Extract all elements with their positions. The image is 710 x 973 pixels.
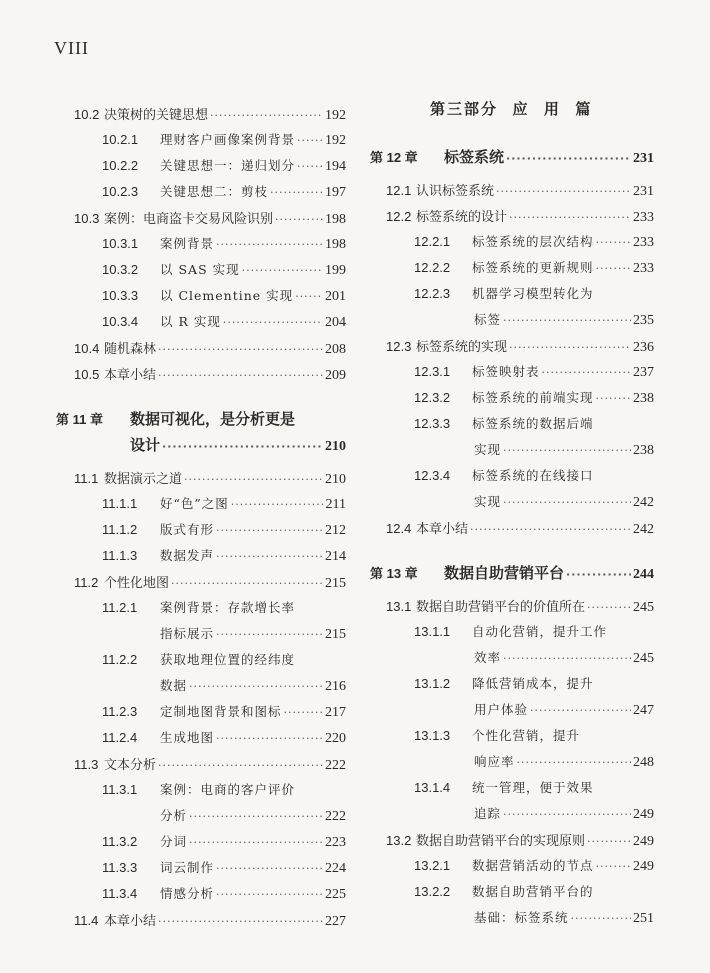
toc-entry-title: 标签系统的更新规则 [472,260,594,275]
toc-entry-title: 版式有形 [160,522,215,537]
toc-entry-number: 11.4 [74,913,99,928]
toc-entry-number: 11.3.3 [102,860,138,875]
toc-entry-number: 第 13 章 [370,566,418,581]
toc-page-number: 231 [633,151,654,166]
toc-entry-number: 13.2 [386,833,412,848]
toc-entry-title: 实现 [474,494,502,509]
dot-leader [509,211,631,224]
toc-entry-title: 决策树的关键思想 [104,108,209,123]
dot-leader [216,550,323,563]
dot-leader [223,316,323,329]
toc-entry-number: 12.3.4 [414,468,451,483]
toc-entry-number: 11.3.4 [102,886,138,901]
toc-entry-title: 定制地图背景和图标 [160,704,282,719]
toc-page-number: 204 [325,315,346,330]
toc-entry[interactable] [386,830,654,850]
toc-entry[interactable] [102,728,346,747]
dot-leader [216,888,323,901]
toc-entry-title: 数据自助营销平台的价值所在 [416,600,586,615]
toc-entry[interactable] [102,182,346,201]
toc-right-column [370,0,660,973]
toc-entry-title: 认识标签系统 [416,184,495,199]
dot-leader [275,213,323,226]
toc-page-number: 225 [325,887,346,902]
toc-entry-title: 标签系统 [444,148,505,166]
toc-entry-title: 以 Clementine 实现 [160,288,294,303]
toc-entry-title: 统一管理，便于效果 [472,780,594,795]
toc-chapter-entry[interactable] [370,562,654,583]
toc-page-number: 236 [633,340,654,355]
page-number: VIII [54,38,89,58]
toc-page-number: 201 [325,289,346,304]
toc-entry-title: 获取地理位置的经纬度 [160,652,296,667]
toc-entry-title: 基础：标签系统 [474,910,569,925]
dot-leader [189,810,323,823]
toc-page-number: 249 [633,807,654,822]
toc-entry-title: 随机森林 [104,342,157,357]
toc-entry[interactable] [102,546,346,565]
toc-entry-number: 11.1.2 [102,522,138,537]
toc-entry[interactable] [102,312,346,331]
toc-page-number: 233 [633,235,654,250]
toc-entry-title: 数据发声 [160,548,215,563]
dot-leader [509,341,631,354]
toc-entry[interactable] [474,804,654,823]
toc-entry[interactable] [474,752,654,771]
toc-entry[interactable] [74,208,346,228]
toc-entry-title: 本章小结 [416,522,469,537]
toc-entry-title: 数据演示之道 [104,472,183,487]
toc-entry[interactable] [414,674,654,692]
toc-entry[interactable] [414,622,654,640]
toc-entry[interactable] [386,596,654,616]
dot-leader [216,628,323,641]
toc-entry-number: 10.3.1 [102,236,139,251]
toc-entry-number: 12.3.3 [414,416,451,431]
toc-entry[interactable] [160,676,346,695]
dot-leader [231,498,324,511]
toc-page-number: 224 [325,861,346,876]
dot-leader [542,366,631,379]
toc-entry-number: 11.2.4 [102,730,138,745]
toc-page-number: 245 [633,651,654,666]
toc-page-number: 251 [633,911,654,926]
toc-entry-title: 本章小结 [104,368,157,383]
toc-entry-title: 分词 [160,834,188,849]
toc-entry-number: 10.3 [74,211,100,226]
toc-entry-title: 标签系统的前端实现 [472,390,594,405]
dot-leader [470,523,631,536]
toc-entry[interactable] [414,232,654,251]
toc-entry-number: 12.1 [386,183,412,198]
toc-entry-title: 标签系统的在线接口 [472,468,594,483]
toc-entry[interactable] [414,388,654,407]
toc-entry[interactable] [102,832,346,851]
dot-leader [216,238,323,251]
dot-leader [596,392,631,405]
toc-entry-title: 案例：电商盗卡交易风险识别 [104,212,274,227]
toc-entry[interactable] [414,726,654,744]
toc-entry-title: 理财客户画像案例背景 [160,132,296,147]
toc-entry-title: 个性化地图 [104,576,170,591]
toc-page-number: 208 [325,342,346,357]
toc-entry-title: 标签系统的数据后端 [472,416,594,431]
toc-page-number: 198 [325,212,346,227]
toc-page-number: 248 [633,755,654,770]
toc-entry-number: 10.2.2 [102,158,139,173]
toc-entry-title: 本章小结 [104,914,157,929]
toc-page-number: 247 [633,703,654,718]
toc-entry-number: 10.2 [74,107,100,122]
toc-page-number: 198 [325,237,346,252]
dot-leader [210,109,323,122]
toc-page-number: 222 [325,758,346,773]
toc-page-number: 249 [633,859,654,874]
toc-entry[interactable] [474,492,654,511]
toc-entry[interactable] [414,362,654,381]
toc-entry-number: 10.4 [74,341,100,356]
toc-entry-number: 13.1.3 [414,728,451,743]
toc-entry-number: 12.3.1 [414,364,451,379]
toc-entry-number: 12.4 [386,521,412,536]
toc-entry-number: 13.1.1 [414,624,451,639]
toc-entry-number: 13.2.1 [414,858,451,873]
toc-page-number: 215 [325,576,346,591]
toc-entry-title: 案例背景：存款增长率 [160,600,296,615]
toc-entry-title: 数据自助营销平台的实现原则 [416,834,586,849]
toc-entry-title: 生成地图 [160,730,215,745]
toc-page-number: 233 [633,210,654,225]
toc-entry-title: 标签映射表 [472,364,540,379]
dot-leader [496,185,631,198]
dot-leader [184,473,323,486]
toc-entry-title: 标签系统的层次结构 [472,234,594,249]
dot-leader [596,236,631,249]
toc-page-number: 209 [325,368,346,383]
toc-page-number: 235 [633,313,654,328]
dot-leader [587,835,631,848]
toc-entry[interactable] [74,572,346,592]
toc-entry[interactable] [102,598,346,616]
toc-entry-number: 第 12 章 [370,150,418,165]
toc-entry[interactable] [74,364,346,384]
dot-leader [189,836,323,849]
toc-page-number: 210 [325,472,346,487]
toc-entry[interactable] [414,778,654,796]
toc-entry[interactable] [414,882,654,900]
dot-leader [297,134,323,147]
toc-entry[interactable] [414,856,654,875]
toc-entry-title: 追踪 [474,806,502,821]
dot-leader [566,568,631,581]
dot-leader [158,759,323,772]
toc-chapter-entry[interactable] [130,434,346,455]
toc-entry-number: 12.3.2 [414,390,451,405]
toc-page-number: 212 [325,523,346,538]
toc-entry-title: 指标展示 [160,626,215,641]
toc-entry-number: 13.1 [386,599,412,614]
toc-page-number: 217 [325,705,346,720]
toc-entry-title: 案例背景 [160,236,215,251]
dot-leader [503,314,631,327]
dot-leader [596,262,631,275]
toc-entry[interactable] [102,234,346,253]
dot-leader [158,343,323,356]
toc-page-number: 215 [325,627,346,642]
toc-entry-title: 个性化营销，提升 [472,728,581,743]
part-heading: 第三部分 应 用 篇 [430,100,593,118]
toc-entry[interactable] [102,884,346,903]
toc-entry[interactable] [474,700,654,719]
toc-entry[interactable] [102,494,346,513]
toc-entry-title: 以 R 实现 [160,314,221,329]
dot-leader [297,160,323,173]
toc-entry-title: 文本分析 [104,758,157,773]
toc-entry[interactable] [386,206,654,226]
toc-entry[interactable] [160,624,346,643]
toc-entry[interactable] [414,258,654,277]
toc-entry[interactable] [102,650,346,668]
toc-page-number: 244 [633,567,654,582]
toc-entry[interactable] [102,286,346,305]
toc-entry-number: 12.2.2 [414,260,451,275]
dot-leader [503,652,631,665]
toc-left-column [56,0,346,973]
dot-leader [189,680,323,693]
toc-page-number: 223 [325,835,346,850]
toc-entry[interactable] [74,104,346,124]
toc-entry-title: 降低营销成本，提升 [472,676,594,691]
toc-entry-number: 12.3 [386,339,412,354]
toc-entry-number: 10.5 [74,367,100,382]
toc-entry-number: 12.2.1 [414,234,451,249]
toc-entry[interactable] [386,180,654,200]
toc-entry[interactable] [102,156,346,175]
dot-leader [587,601,631,614]
toc-page-number: 222 [325,809,346,824]
dot-leader [530,704,631,717]
dot-leader [503,496,631,509]
dot-leader [158,915,323,928]
toc-page-number: 245 [633,600,654,615]
toc-entry-number: 13.1.2 [414,676,451,691]
toc-entry-title: 案例：电商的客户评价 [160,782,296,797]
toc-page-number: 242 [633,495,654,510]
toc-entry-number: 11.2.3 [102,704,138,719]
toc-page-number: 220 [325,731,346,746]
toc-page-number: 192 [325,133,346,148]
toc-entry[interactable] [160,806,346,825]
toc-page-number: 194 [325,159,346,174]
toc-entry-title: 数据可视化，是分析更是 [130,410,296,428]
toc-entry-number: 10.2.3 [102,184,139,199]
toc-entry-number: 10.3.4 [102,314,139,329]
dot-leader [503,444,631,457]
toc-entry[interactable] [474,310,654,329]
toc-page-number: 233 [633,261,654,276]
dot-leader [216,862,323,875]
toc-entry[interactable] [102,702,346,721]
toc-page-number: 238 [633,391,654,406]
dot-leader [596,860,631,873]
toc-entry[interactable] [414,466,654,484]
toc-entry[interactable] [74,338,346,358]
toc-entry[interactable] [102,260,346,279]
dot-leader [162,440,323,453]
toc-entry-title: 标签系统的实现 [416,340,508,355]
toc-entry-title: 实现 [474,442,502,457]
dot-leader [517,756,631,769]
toc-entry[interactable] [474,440,654,459]
toc-entry[interactable] [102,780,346,798]
toc-entry-title: 数据自助营销平台的 [472,884,594,899]
toc-entry-number: 12.2 [386,209,412,224]
toc-entry[interactable] [386,336,654,356]
toc-entry[interactable] [102,858,346,877]
toc-entry-title: 关键思想一：递归划分 [160,158,296,173]
dot-leader [571,912,631,925]
dot-leader [216,524,323,537]
toc-entry[interactable] [74,754,346,774]
toc-entry-title: 好“色”之图 [160,496,229,511]
toc-entry[interactable] [414,284,654,302]
toc-entry-title: 情感分析 [160,886,215,901]
toc-page-number: 210 [325,439,346,454]
toc-entry[interactable] [74,468,346,488]
toc-entry-title: 分析 [160,808,188,823]
toc-entry-title: 设计 [130,436,161,454]
toc-entry[interactable] [474,908,654,927]
toc-entry-number: 13.2.2 [414,884,451,899]
toc-entry-title: 标签 [474,312,502,327]
toc-entry-title: 响应率 [474,754,515,769]
dot-leader [503,808,631,821]
dot-leader [242,264,323,277]
toc-page-number: 214 [325,549,346,564]
toc-entry-number: 11.2 [74,575,99,590]
toc-page-number: 238 [633,443,654,458]
toc-entry-title: 以 SAS 实现 [160,262,240,277]
toc-page-number: 231 [633,184,654,199]
toc-entry-title: 自动化营销，提升工作 [472,624,608,639]
toc-entry-title: 机器学习模型转化为 [472,286,594,301]
toc-entry-title: 数据 [160,678,188,693]
toc-entry-title: 数据营销活动的节点 [472,858,594,873]
toc-page-number: 197 [325,185,346,200]
toc-entry-number: 11.3 [74,757,99,772]
toc-entry[interactable] [474,648,654,667]
toc-entry-number: 13.1.4 [414,780,451,795]
toc-entry-number: 11.1 [74,471,99,486]
toc-page-number: 192 [325,108,346,123]
dot-leader [216,732,323,745]
dot-leader [295,290,323,303]
toc-entry-title: 词云制作 [160,860,215,875]
toc-entry-number: 11.2.2 [102,652,138,667]
dot-leader [171,577,323,590]
toc-entry-title: 效率 [474,650,502,665]
toc-entry[interactable] [74,910,346,930]
dot-leader [506,152,631,165]
toc-page-number: 242 [633,522,654,537]
toc-entry-number: 第 11 章 [56,412,103,427]
toc-page-number: 237 [633,365,654,380]
toc-entry[interactable] [102,130,346,149]
toc-page-number: 211 [325,497,346,512]
toc-entry-number: 12.2.3 [414,286,451,301]
toc-chapter-entry[interactable] [370,146,654,167]
dot-leader [270,186,323,199]
toc-page-number: 216 [325,679,346,694]
toc-page-number: 199 [325,263,346,278]
dot-leader [284,706,323,719]
toc-entry-number: 11.1.1 [102,496,138,511]
toc-entry-number: 10.3.3 [102,288,139,303]
toc-entry-number: 11.2.1 [102,600,138,615]
toc-entry-title: 标签系统的设计 [416,210,508,225]
toc-entry-title: 用户体验 [474,702,529,717]
toc-entry-number: 10.2.1 [102,132,139,147]
toc-entry-number: 11.3.2 [102,834,138,849]
toc-entry-title: 数据自助营销平台 [444,564,565,582]
toc-entry-number: 10.3.2 [102,262,139,277]
toc-entry[interactable] [102,520,346,539]
toc-page-number: 227 [325,914,346,929]
toc-page-number: 249 [633,834,654,849]
toc-entry[interactable] [386,518,654,538]
toc-entry[interactable] [414,414,654,432]
toc-entry-title: 关键思想二：剪枝 [160,184,269,199]
toc-entry-number: 11.1.3 [102,548,138,563]
dot-leader [158,369,323,382]
toc-entry-number: 11.3.1 [102,782,138,797]
toc-chapter-entry[interactable] [56,408,346,429]
